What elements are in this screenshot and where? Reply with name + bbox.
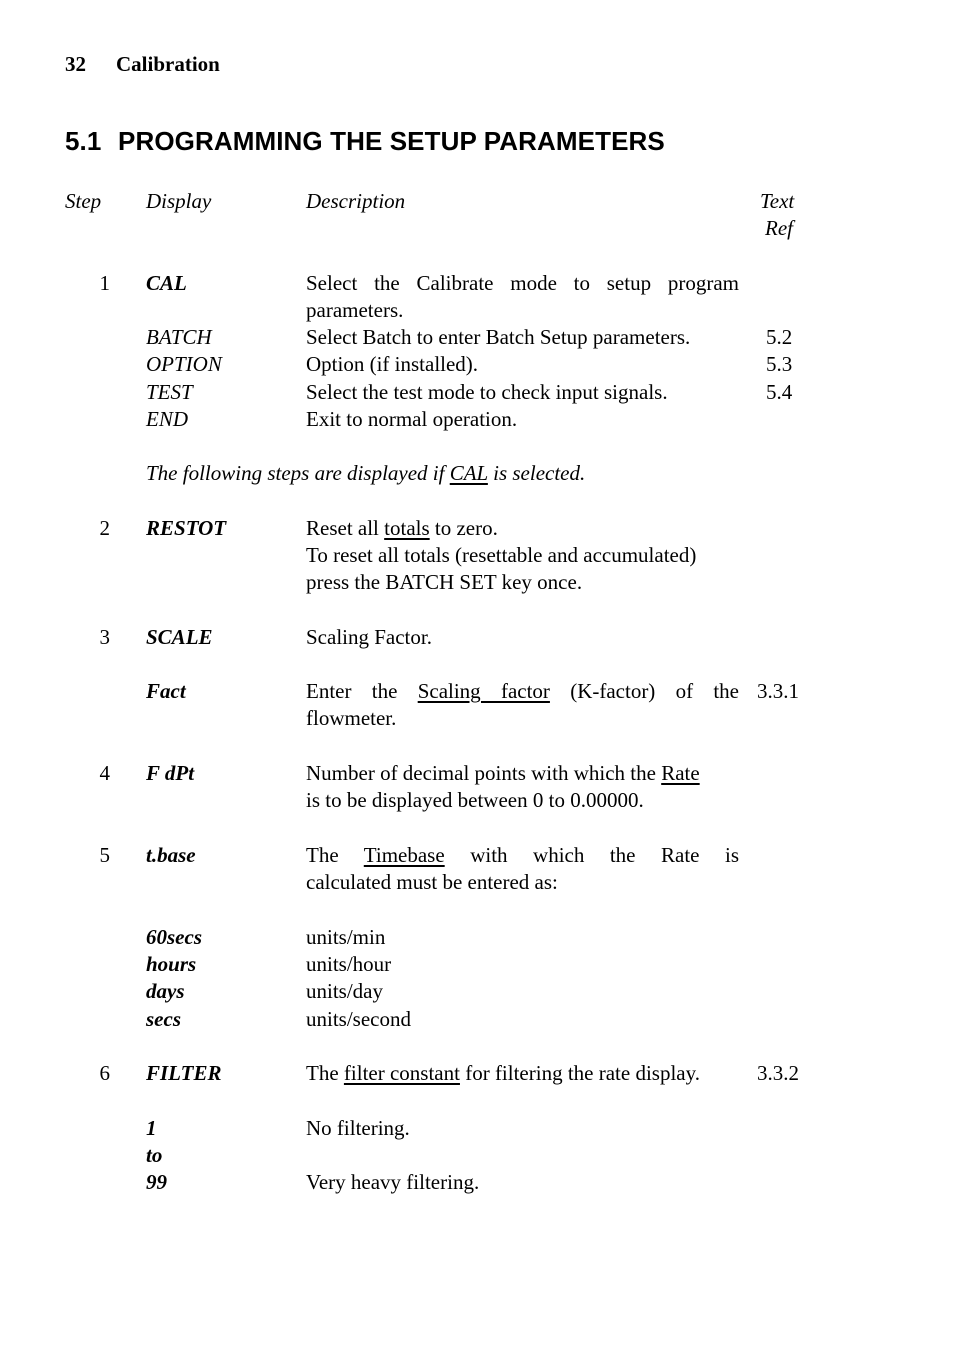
desc-term: Timebase — [363, 843, 445, 867]
text-ref: 3.3.2 — [757, 1061, 799, 1085]
step-description: Select the Calibrate mode to setup program parameters. — [306, 271, 739, 322]
desc-part: Number of decimal points with which the — [306, 761, 662, 785]
desc-part: The — [306, 1061, 344, 1085]
step-number: 6 — [99, 1061, 110, 1085]
display-code: END — [146, 407, 188, 431]
step-description: units/hour — [306, 952, 392, 976]
text-ref: 5.3 — [766, 352, 793, 376]
step-number: 3 — [99, 625, 110, 649]
step-description: units/second — [306, 1007, 411, 1031]
note-cal-ref: CAL — [449, 461, 488, 485]
step-number: 5 — [99, 843, 110, 867]
display-code: SCALE — [146, 625, 213, 649]
display-code: TEST — [146, 380, 193, 404]
display-code: days — [146, 979, 185, 1003]
desc-term: filter constant — [343, 1061, 460, 1085]
note-pre: The following steps are displayed if — [146, 461, 450, 485]
desc-term: Scaling factor — [417, 679, 550, 703]
desc-part: The — [306, 843, 364, 867]
column-header-display: Display — [146, 189, 212, 213]
step-number: 1 — [99, 271, 110, 295]
step-description: units/day — [306, 979, 383, 1003]
step-description: Exit to normal operation. — [306, 407, 518, 431]
step-description — [306, 1060, 739, 1087]
desc-term: Rate — [661, 761, 700, 785]
column-header-ref: Ref — [765, 216, 793, 240]
step-description: Select the test mode to check input signals. — [306, 380, 668, 404]
page-number: 32 — [65, 52, 86, 76]
text-ref: 5.2 — [766, 325, 793, 349]
display-code: hours — [146, 952, 197, 976]
step-description — [306, 678, 739, 705]
desc-term: totals — [384, 516, 430, 540]
step-number: 2 — [99, 516, 110, 540]
step-description — [306, 760, 739, 787]
display-code: secs — [146, 1007, 181, 1031]
step-description: To reset all totals (resettable and accumulated) — [306, 543, 697, 567]
step-description: Scaling Factor. — [306, 625, 432, 649]
desc-part: for filtering the rate display. — [459, 1061, 701, 1085]
section-heading — [65, 126, 665, 157]
step-description: Option (if installed). — [306, 352, 479, 376]
step-number: 4 — [99, 761, 110, 785]
display-code: F dPt — [146, 761, 195, 785]
desc-part: Enter the — [306, 679, 418, 703]
column-header-step: Step — [65, 189, 102, 213]
column-header-description: Description — [306, 189, 406, 213]
step-description: calculated must be entered as: — [306, 870, 558, 894]
display-code: RESTOT — [146, 516, 227, 540]
desc-part: with which the Rate is — [444, 843, 739, 867]
column-header-text: Text — [760, 189, 795, 213]
note-text — [146, 460, 585, 487]
display-code: t.base — [146, 843, 196, 867]
step-description: press the BATCH SET key once. — [306, 570, 583, 594]
step-description — [306, 842, 739, 869]
note-post: is selected. — [487, 461, 586, 485]
step-description: Very heavy filtering. — [306, 1170, 480, 1194]
step-description: is to be displayed between 0 to 0.00000. — [306, 788, 644, 812]
display-code: 99 — [146, 1170, 167, 1194]
display-code: 1 — [146, 1116, 157, 1140]
section-number: 5.1 — [65, 126, 102, 156]
display-code: Fact — [146, 679, 186, 703]
display-code: to — [146, 1143, 163, 1167]
step-description: Select Batch to enter Batch Setup parameters. — [306, 325, 691, 349]
text-ref: 5.4 — [766, 380, 793, 404]
section-title: PROGRAMMING THE SETUP PARAMETERS — [118, 126, 665, 156]
chapter-title: Calibration — [116, 52, 220, 76]
text-ref: 3.3.1 — [757, 679, 799, 703]
display-code: OPTION — [146, 352, 222, 376]
desc-part: Reset all — [306, 516, 385, 540]
step-description: flowmeter. — [306, 706, 397, 730]
page-header — [65, 52, 220, 77]
display-code: FILTER — [146, 1061, 222, 1085]
step-description: units/min — [306, 925, 386, 949]
display-code: CAL — [146, 271, 187, 295]
display-code: BATCH — [146, 325, 212, 349]
step-description: No filtering. — [306, 1116, 410, 1140]
desc-part: (K-factor) of the — [549, 679, 739, 703]
display-code: 60secs — [146, 925, 202, 949]
step-description — [306, 515, 739, 542]
desc-part: to zero. — [429, 516, 498, 540]
column-header-text-ref — [760, 188, 794, 242]
